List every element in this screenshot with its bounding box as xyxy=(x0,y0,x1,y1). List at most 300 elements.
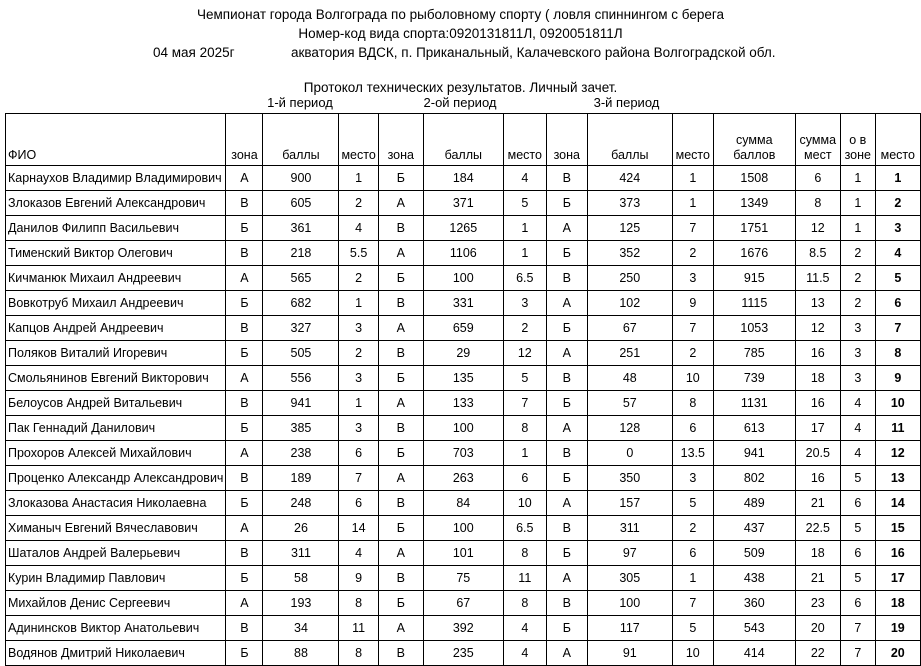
cell-m2: 5 xyxy=(503,191,546,216)
cell-m3: 3 xyxy=(672,466,713,491)
cell-b3: 117 xyxy=(587,616,672,641)
cell-z3: В xyxy=(546,366,587,391)
cell-z3: Б xyxy=(546,616,587,641)
cell-m1: 3 xyxy=(339,416,378,441)
cell-z2: Б xyxy=(378,591,423,616)
cell-z1: Б xyxy=(226,216,263,241)
cell-m2: 8 xyxy=(503,591,546,616)
cell-b3: 352 xyxy=(587,241,672,266)
cell-b3: 48 xyxy=(587,366,672,391)
cell-sum_b: 1115 xyxy=(713,291,795,316)
header-zone-3: зона xyxy=(546,114,587,166)
cell-sum_m: 17 xyxy=(795,416,840,441)
cell-sum_m: 21 xyxy=(795,491,840,516)
cell-zone_place: 2 xyxy=(840,291,875,316)
cell-place: 16 xyxy=(875,541,920,566)
cell-z3: А xyxy=(546,416,587,441)
cell-place: 5 xyxy=(875,266,920,291)
cell-zone_place: 4 xyxy=(840,416,875,441)
cell-z2: Б xyxy=(378,266,423,291)
cell-fio: Кичманюк Михаил Андреевич xyxy=(6,266,226,291)
cell-m1: 2 xyxy=(339,341,378,366)
cell-m2: 4 xyxy=(503,641,546,666)
table-row xyxy=(6,391,921,416)
cell-b1: 58 xyxy=(263,566,339,591)
cell-zone_place: 1 xyxy=(840,216,875,241)
cell-b2: 703 xyxy=(423,441,503,466)
cell-m3: 1 xyxy=(672,566,713,591)
header-zone-1: зона xyxy=(226,114,263,166)
cell-b3: 100 xyxy=(587,591,672,616)
header-place-2: место xyxy=(503,114,546,166)
cell-place: 19 xyxy=(875,616,920,641)
cell-b2: 184 xyxy=(423,166,503,191)
cell-b3: 0 xyxy=(587,441,672,466)
cell-m1: 1 xyxy=(339,391,378,416)
header-place-in-zone: о в зоне xyxy=(840,114,875,166)
cell-z1: В xyxy=(226,391,263,416)
cell-z1: Б xyxy=(226,566,263,591)
cell-zone_place: 1 xyxy=(840,191,875,216)
cell-b1: 189 xyxy=(263,466,339,491)
cell-b1: 565 xyxy=(263,266,339,291)
cell-fio: Злоказова Анастасия Николаевна xyxy=(6,491,226,516)
cell-fio: Тименский Виктор Олегович xyxy=(6,241,226,266)
cell-m3: 8 xyxy=(672,391,713,416)
cell-m1: 3 xyxy=(339,366,378,391)
cell-m2: 1 xyxy=(503,216,546,241)
cell-m1: 6 xyxy=(339,441,378,466)
cell-z3: А xyxy=(546,641,587,666)
cell-sum_b: 438 xyxy=(713,566,795,591)
cell-m1: 14 xyxy=(339,516,378,541)
cell-z2: В xyxy=(378,566,423,591)
cell-b2: 1265 xyxy=(423,216,503,241)
cell-m1: 7 xyxy=(339,466,378,491)
cell-m1: 1 xyxy=(339,291,378,316)
cell-b3: 424 xyxy=(587,166,672,191)
cell-sum_b: 360 xyxy=(713,591,795,616)
cell-zone_place: 2 xyxy=(840,266,875,291)
cell-sum_b: 489 xyxy=(713,491,795,516)
cell-m2: 8 xyxy=(503,541,546,566)
cell-sum_b: 1751 xyxy=(713,216,795,241)
period-2-label: 2-ой период xyxy=(423,95,497,110)
cell-b1: 556 xyxy=(263,366,339,391)
cell-b1: 238 xyxy=(263,441,339,466)
cell-fio: Карнаухов Владимир Владимирович xyxy=(6,166,226,191)
cell-b2: 67 xyxy=(423,591,503,616)
table-row xyxy=(6,541,921,566)
cell-m3: 6 xyxy=(672,541,713,566)
cell-sum_m: 20 xyxy=(795,616,840,641)
cell-zone_place: 6 xyxy=(840,541,875,566)
cell-m3: 6 xyxy=(672,416,713,441)
cell-fio: Данилов Филипп Васильевич xyxy=(6,216,226,241)
cell-z2: В xyxy=(378,491,423,516)
header-points-2: баллы xyxy=(423,114,503,166)
cell-m2: 4 xyxy=(503,166,546,191)
cell-zone_place: 5 xyxy=(840,566,875,591)
cell-sum_b: 785 xyxy=(713,341,795,366)
cell-b3: 102 xyxy=(587,291,672,316)
cell-zone_place: 2 xyxy=(840,241,875,266)
cell-sum_m: 8 xyxy=(795,191,840,216)
cell-z1: А xyxy=(226,166,263,191)
cell-m1: 8 xyxy=(339,641,378,666)
cell-zone_place: 3 xyxy=(840,366,875,391)
cell-m2: 3 xyxy=(503,291,546,316)
cell-b2: 392 xyxy=(423,616,503,641)
protocol-subtitle: Протокол технических результатов. Личный зачет. xyxy=(303,80,618,95)
cell-sum_b: 1131 xyxy=(713,391,795,416)
results-table xyxy=(5,113,921,666)
cell-b3: 67 xyxy=(587,316,672,341)
cell-m2: 8 xyxy=(503,416,546,441)
cell-z3: А xyxy=(546,216,587,241)
table-row xyxy=(6,566,921,591)
cell-z2: А xyxy=(378,616,423,641)
cell-b1: 193 xyxy=(263,591,339,616)
cell-b2: 263 xyxy=(423,466,503,491)
cell-b1: 218 xyxy=(263,241,339,266)
cell-m2: 11 xyxy=(503,566,546,591)
cell-fio: Михайлов Денис Сергеевич xyxy=(6,591,226,616)
cell-fio: Водянов Дмитрий Николаевич xyxy=(6,641,226,666)
header-sum-places: сумма мест xyxy=(795,114,840,166)
cell-m3: 10 xyxy=(672,366,713,391)
period-labels xyxy=(0,95,921,112)
cell-z2: В xyxy=(378,341,423,366)
cell-zone_place: 3 xyxy=(840,341,875,366)
sport-code-line: Номер-код вида спорта:0920131811Л, 0920051811Л xyxy=(298,26,623,41)
cell-z3: В xyxy=(546,516,587,541)
cell-b1: 385 xyxy=(263,416,339,441)
cell-z3: Б xyxy=(546,541,587,566)
cell-m1: 5.5 xyxy=(339,241,378,266)
cell-m1: 4 xyxy=(339,216,378,241)
cell-sum_m: 20.5 xyxy=(795,441,840,466)
cell-fio: Белоусов Андрей Витальевич xyxy=(6,391,226,416)
cell-b2: 84 xyxy=(423,491,503,516)
cell-b2: 133 xyxy=(423,391,503,416)
cell-m3: 3 xyxy=(672,266,713,291)
cell-z1: А xyxy=(226,366,263,391)
header-points-1: баллы xyxy=(263,114,339,166)
period-1-label: 1-й период xyxy=(267,95,333,110)
cell-z2: А xyxy=(378,241,423,266)
cell-b2: 135 xyxy=(423,366,503,391)
cell-m2: 12 xyxy=(503,341,546,366)
cell-sum_b: 1053 xyxy=(713,316,795,341)
cell-sum_b: 613 xyxy=(713,416,795,441)
header-sum-points: сумма баллов xyxy=(713,114,795,166)
cell-place: 17 xyxy=(875,566,920,591)
cell-m2: 10 xyxy=(503,491,546,516)
cell-b2: 100 xyxy=(423,516,503,541)
cell-z1: А xyxy=(226,441,263,466)
cell-fio: Проценко Александр Александрович xyxy=(6,466,226,491)
cell-zone_place: 5 xyxy=(840,466,875,491)
table-row xyxy=(6,591,921,616)
cell-m2: 6.5 xyxy=(503,266,546,291)
cell-b2: 371 xyxy=(423,191,503,216)
cell-sum_m: 11.5 xyxy=(795,266,840,291)
cell-place: 14 xyxy=(875,491,920,516)
cell-z1: Б xyxy=(226,341,263,366)
cell-m2: 7 xyxy=(503,391,546,416)
cell-sum_b: 414 xyxy=(713,641,795,666)
cell-sum_m: 21 xyxy=(795,566,840,591)
cell-zone_place: 1 xyxy=(840,166,875,191)
table-row xyxy=(6,441,921,466)
cell-z1: Б xyxy=(226,291,263,316)
cell-zone_place: 4 xyxy=(840,391,875,416)
cell-b3: 250 xyxy=(587,266,672,291)
cell-zone_place: 7 xyxy=(840,616,875,641)
cell-m1: 3 xyxy=(339,316,378,341)
cell-z3: В xyxy=(546,591,587,616)
cell-b3: 91 xyxy=(587,641,672,666)
cell-b3: 57 xyxy=(587,391,672,416)
cell-z2: В xyxy=(378,291,423,316)
cell-sum_b: 739 xyxy=(713,366,795,391)
table-row xyxy=(6,516,921,541)
cell-z2: Б xyxy=(378,441,423,466)
cell-sum_m: 22.5 xyxy=(795,516,840,541)
cell-z2: Б xyxy=(378,366,423,391)
cell-b1: 34 xyxy=(263,616,339,641)
cell-z1: В xyxy=(226,616,263,641)
table-row xyxy=(6,216,921,241)
cell-z1: В xyxy=(226,241,263,266)
cell-m3: 1 xyxy=(672,191,713,216)
period-3-label: 3-й период xyxy=(593,95,660,110)
cell-b2: 75 xyxy=(423,566,503,591)
cell-sum_m: 16 xyxy=(795,466,840,491)
cell-m2: 5 xyxy=(503,366,546,391)
cell-b2: 101 xyxy=(423,541,503,566)
cell-sum_m: 18 xyxy=(795,366,840,391)
cell-place: 9 xyxy=(875,366,920,391)
cell-place: 3 xyxy=(875,216,920,241)
cell-b1: 248 xyxy=(263,491,339,516)
header-place-1: место xyxy=(339,114,378,166)
cell-b2: 659 xyxy=(423,316,503,341)
cell-z3: А xyxy=(546,491,587,516)
table-row xyxy=(6,241,921,266)
cell-zone_place: 6 xyxy=(840,591,875,616)
cell-b1: 605 xyxy=(263,191,339,216)
header-points-3: баллы xyxy=(587,114,672,166)
cell-m1: 4 xyxy=(339,541,378,566)
cell-z3: А xyxy=(546,341,587,366)
cell-m3: 7 xyxy=(672,316,713,341)
cell-sum_b: 509 xyxy=(713,541,795,566)
cell-place: 20 xyxy=(875,641,920,666)
header-zone-2: зона xyxy=(378,114,423,166)
cell-fio: Поляков Виталий Игоревич xyxy=(6,341,226,366)
cell-z3: Б xyxy=(546,191,587,216)
cell-m1: 11 xyxy=(339,616,378,641)
cell-z3: Б xyxy=(546,466,587,491)
table-row xyxy=(6,616,921,641)
cell-z1: А xyxy=(226,516,263,541)
cell-sum_m: 13 xyxy=(795,291,840,316)
table-row xyxy=(6,341,921,366)
cell-m3: 10 xyxy=(672,641,713,666)
cell-b3: 97 xyxy=(587,541,672,566)
cell-z1: В xyxy=(226,316,263,341)
cell-b2: 100 xyxy=(423,266,503,291)
cell-z3: Б xyxy=(546,391,587,416)
cell-sum_b: 1508 xyxy=(713,166,795,191)
table-row xyxy=(6,366,921,391)
cell-z2: А xyxy=(378,541,423,566)
cell-z2: А xyxy=(378,466,423,491)
cell-m1: 9 xyxy=(339,566,378,591)
cell-m2: 4 xyxy=(503,616,546,641)
cell-sum_b: 915 xyxy=(713,266,795,291)
cell-sum_m: 16 xyxy=(795,341,840,366)
cell-fio: Капцов Андрей Андреевич xyxy=(6,316,226,341)
cell-sum_m: 16 xyxy=(795,391,840,416)
cell-b1: 88 xyxy=(263,641,339,666)
cell-m1: 2 xyxy=(339,266,378,291)
cell-place: 6 xyxy=(875,291,920,316)
cell-fio: Шаталов Андрей Валерьевич xyxy=(6,541,226,566)
cell-z3: Б xyxy=(546,241,587,266)
table-row xyxy=(6,166,921,191)
event-location: акватория ВДСК, п. Приканальный, Калачевского района Волгоградской обл. xyxy=(291,45,776,60)
cell-z1: А xyxy=(226,591,263,616)
cell-sum_b: 437 xyxy=(713,516,795,541)
cell-z3: А xyxy=(546,291,587,316)
cell-m2: 6 xyxy=(503,466,546,491)
cell-b3: 305 xyxy=(587,566,672,591)
cell-z1: В xyxy=(226,541,263,566)
results-tbody xyxy=(6,166,921,666)
cell-m1: 8 xyxy=(339,591,378,616)
table-row xyxy=(6,316,921,341)
cell-z3: Б xyxy=(546,316,587,341)
table-row xyxy=(6,641,921,666)
cell-b1: 361 xyxy=(263,216,339,241)
cell-zone_place: 7 xyxy=(840,641,875,666)
cell-m3: 7 xyxy=(672,591,713,616)
cell-place: 4 xyxy=(875,241,920,266)
cell-b3: 350 xyxy=(587,466,672,491)
cell-place: 7 xyxy=(875,316,920,341)
cell-m3: 5 xyxy=(672,491,713,516)
cell-b3: 251 xyxy=(587,341,672,366)
cell-place: 12 xyxy=(875,441,920,466)
cell-z3: В xyxy=(546,266,587,291)
cell-z1: В xyxy=(226,466,263,491)
cell-z1: В xyxy=(226,191,263,216)
cell-b1: 505 xyxy=(263,341,339,366)
cell-sum_m: 6 xyxy=(795,166,840,191)
cell-b2: 235 xyxy=(423,641,503,666)
cell-b2: 1106 xyxy=(423,241,503,266)
table-row xyxy=(6,466,921,491)
cell-zone_place: 5 xyxy=(840,516,875,541)
cell-b3: 125 xyxy=(587,216,672,241)
header-row xyxy=(6,114,921,166)
cell-z3: А xyxy=(546,566,587,591)
cell-place: 2 xyxy=(875,191,920,216)
cell-m3: 9 xyxy=(672,291,713,316)
cell-sum_m: 8.5 xyxy=(795,241,840,266)
cell-z1: Б xyxy=(226,641,263,666)
cell-zone_place: 6 xyxy=(840,491,875,516)
cell-z1: А xyxy=(226,266,263,291)
cell-z2: В xyxy=(378,641,423,666)
cell-place: 13 xyxy=(875,466,920,491)
table-row xyxy=(6,191,921,216)
cell-fio: Адининсков Виктор Анатольевич xyxy=(6,616,226,641)
cell-m3: 2 xyxy=(672,341,713,366)
cell-fio: Химаныч Евгений Вячеславович xyxy=(6,516,226,541)
cell-place: 1 xyxy=(875,166,920,191)
table-row xyxy=(6,491,921,516)
cell-m1: 1 xyxy=(339,166,378,191)
cell-b1: 311 xyxy=(263,541,339,566)
cell-sum_m: 22 xyxy=(795,641,840,666)
header-place-3: место xyxy=(672,114,713,166)
cell-place: 11 xyxy=(875,416,920,441)
cell-b1: 327 xyxy=(263,316,339,341)
cell-b3: 311 xyxy=(587,516,672,541)
cell-b1: 900 xyxy=(263,166,339,191)
cell-z2: Б xyxy=(378,166,423,191)
cell-sum_m: 12 xyxy=(795,216,840,241)
cell-m2: 2 xyxy=(503,316,546,341)
cell-b2: 29 xyxy=(423,341,503,366)
cell-zone_place: 3 xyxy=(840,316,875,341)
cell-place: 15 xyxy=(875,516,920,541)
cell-zone_place: 4 xyxy=(840,441,875,466)
cell-b3: 373 xyxy=(587,191,672,216)
cell-place: 18 xyxy=(875,591,920,616)
cell-b3: 157 xyxy=(587,491,672,516)
cell-m2: 1 xyxy=(503,241,546,266)
cell-sum_b: 802 xyxy=(713,466,795,491)
table-row xyxy=(6,416,921,441)
cell-m3: 1 xyxy=(672,166,713,191)
cell-z2: А xyxy=(378,191,423,216)
cell-z3: В xyxy=(546,166,587,191)
cell-sum_b: 1676 xyxy=(713,241,795,266)
cell-m3: 13.5 xyxy=(672,441,713,466)
table-row xyxy=(6,291,921,316)
cell-m1: 6 xyxy=(339,491,378,516)
document-title: Чемпионат города Волгограда по рыболовному спорту ( ловля спиннингом с берега xyxy=(197,7,724,22)
cell-z2: А xyxy=(378,391,423,416)
cell-m3: 2 xyxy=(672,516,713,541)
cell-m1: 2 xyxy=(339,191,378,216)
cell-sum_b: 941 xyxy=(713,441,795,466)
cell-sum_m: 18 xyxy=(795,541,840,566)
cell-z2: В xyxy=(378,416,423,441)
cell-fio: Вовкотруб Михаил Андреевич xyxy=(6,291,226,316)
cell-b2: 331 xyxy=(423,291,503,316)
cell-b3: 128 xyxy=(587,416,672,441)
cell-z1: Б xyxy=(226,416,263,441)
event-date: 04 мая 2025г xyxy=(153,45,235,60)
cell-b1: 26 xyxy=(263,516,339,541)
cell-b1: 682 xyxy=(263,291,339,316)
